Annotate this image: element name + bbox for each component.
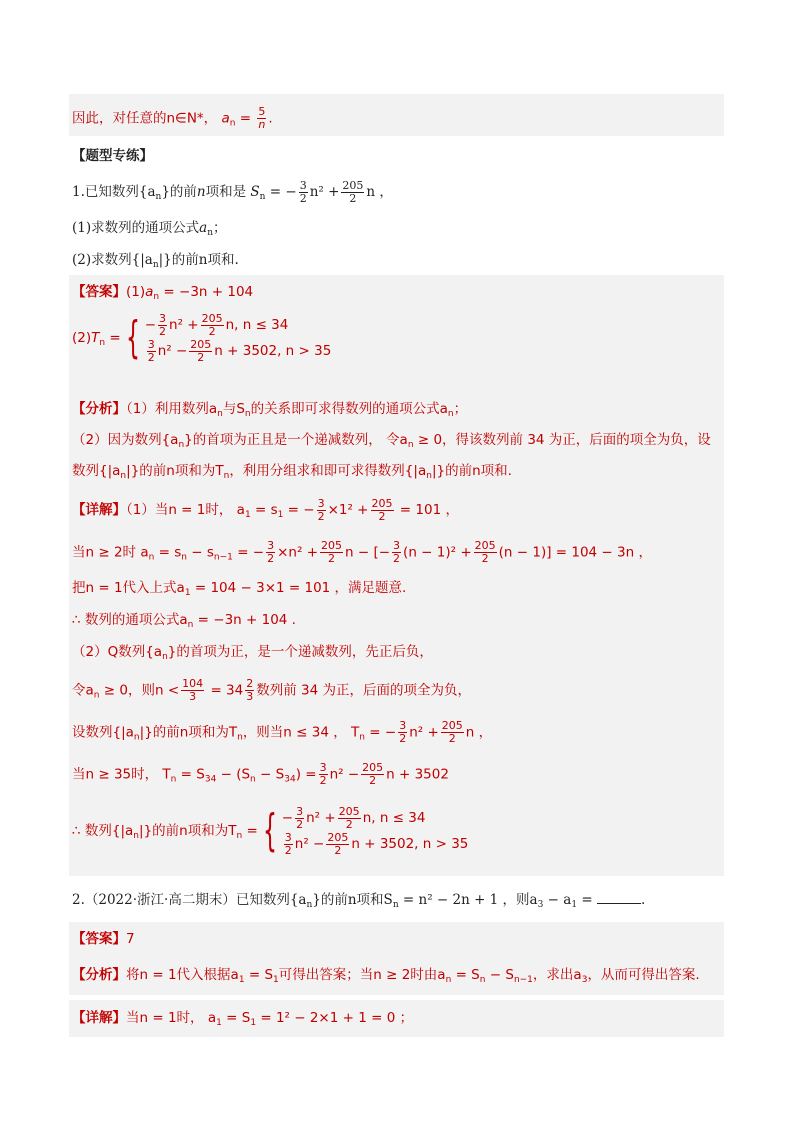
detail1-line5: （2）Q数列$\{a_n\}$的首项为正，是一个递减数列，先正后负， [72,644,433,662]
intro-a: a [221,110,230,127]
q1-part1: (1)求数列的通项公式$a_n$； [72,220,227,238]
analysis1-line1: 【分析】（1）利用数列$a_n$与$S_n$的关系即可求得数列的通项公式$a_n$； [72,401,468,419]
intro-a-sub: n [229,118,236,129]
detail1-line8: 当n ≥ 35时， $T_n = S_{34} - (S_n - S_{34})$ = $\frac{3}{2}$ n² − $\frac{205}{2}$ n + 3502 [72,761,449,787]
q1-part2: (2)求数列$\{|a_n|\}$的前n项和. [72,252,239,270]
detail1-line4: ∴ 数列的通项公式$a_n = -3n + 104$ . [72,612,296,630]
detail1-line3: 把n = 1代入上式$a_1 = 104 - 3\times 1 = 101$ ，满足题意. [72,580,407,598]
answer2-tag: 【答案】 [72,931,126,947]
analysis1-line2: （2）因为数列$\{a_n\}$的首项为正且是一个递减数列， 令$a_n \ge 0$，得该数列前 34 为正，后面的项全为负，设 [72,432,711,450]
analysis1-tag: 【分析】 [72,401,126,417]
intro-text: 因此，对任意的n∈N*， [72,110,218,127]
detail1-line2: 当n ≥ 2时 $a_n = s_n - s_{n-1}$ = − $\frac{3}{2}$ ×n² + $\frac{205}{2}$ n − [− $\frac{3}{2}$ (n − 1)² + $\frac{205}{2}$ (n − 1)] = 104 − 3n ， [72,539,652,565]
answer1-piecewise: $(2)T_n$ = { − $\frac{3}{2}$ n² + $\frac{205}{2}$ n, n ≤ 34 $\frac{3}{2}$ n² − $\frac{205}{2}$ n + 3502, n > 35 [72,311,332,364]
answer2-value: 7 [126,931,135,947]
answer-blank[interactable] [597,891,641,904]
answer1-tag: 【答案】 [72,284,126,300]
q2-stem: 2.（2022·浙江·高二期末）已知数列$\{a_n\}$的前n项和$S_n = n^2 - 2n + 1$ ，则$a_3 - a_1$ = . [72,892,646,910]
detail1-line6: 令$a_n \ge 0$，则n < $\frac{104}{3}$ = 34 $\frac{2}{3}$ 数列前 34 为正，后面的项全为负， [72,677,471,703]
detail1-line7: 设数列$\{|a_n|\}$的前n项和为$T_n$，则当n ≤ 34 ， $T_n$ = − $\frac{3}{2}$ n² + $\frac{205}{2}$ n ， [72,719,493,745]
q1-stem: 1.已知数列$\{a_n\}$的前n项和是 $S_n$ = − $\frac{3}{2}$ n² + $\frac{205}{2}$ n ， [72,179,393,205]
detail1-piecewise: ∴ 数列$\{|a_n|\}$的前n项和为$T_n$ = { − $\frac{3}{2}$ n² + $\frac{205}{2}$ n, n ≤ 34 $\frac{3}{2}$ n² − $\frac{205}{2}$ n + 3502, n > 35 [72,804,469,857]
detail2-line: 【详解】当n = 1时， $a_1 = S_1 = 1^2 - 2\times 1 + 1 = 0$ ； [72,1010,414,1028]
analysis2-line: 【分析】将n = 1代入根据$a_1 = S_1$可得出答案；当n ≥ 2时由$a_n = S_n - S_{n-1}$，求出$a_3$，从而可得出答案. [72,967,700,985]
analysis1-line3: 数列$\{|a_n|\}$的前n项和为$T_n$，利用分组求和即可求得数列$\{|a_n|\}$的前n项和. [72,463,512,481]
intro-end: . [268,110,273,127]
intro-line [72,106,273,134]
detail1-tag: 【详解】 [72,502,126,518]
detail1-line1: 【详解】（1）当n = 1时， $a_1 = s_1$ = − $\frac{3}{2}$ ×1² + $\frac{205}{2}$ = 101 ， [72,497,459,523]
intro-fraction: $\frac{5}{n}$ [258,105,266,131]
answer2-line [72,929,135,949]
shade-answer2 [69,922,724,958]
analysis2-tag: 【分析】 [72,967,126,983]
section-title: 【题型专练】 [72,148,153,164]
detail2-tag: 【详解】 [72,1010,126,1026]
answer1-line1: 【答案】$(1)a_n = -3n + 104$ [72,284,254,302]
intro-eq: = [235,110,256,127]
